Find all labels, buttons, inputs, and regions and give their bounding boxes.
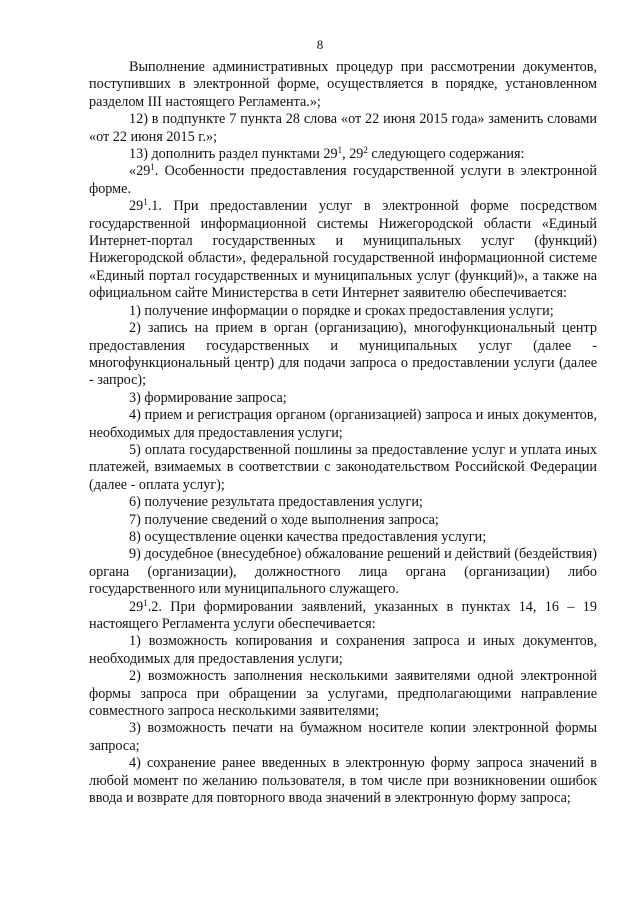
paragraph-29-1-2: $29^1.2$. При формировании заявлений, указанных в пунктах 14, 16 – 19 настоящего Регламента услуги обеспечивается: bbox=[89, 597, 597, 632]
sublist-item-3: 3) возможность печати на бумажном носителе копии электронной формы запроса; bbox=[89, 720, 597, 754]
sublist-item-2: 2) возможность заполнения несколькими заявителями одной электронной формы запроса при обращении за услугами, предполагающими направление совместного запроса несколькими заявителями; bbox=[89, 668, 597, 720]
list-item-7: 7) получение сведений о ходе выполнения запроса; bbox=[129, 511, 439, 528]
list-item-5: 5) оплата государственной пошлины за предоставление услуг и уплата иных платежей, взимаемых в соответствии с законодательством Российской Федерации (далее - оплата услуг); bbox=[89, 441, 597, 493]
paragraph-item-13: 13) дополнить раздел пунктами $29^1$, $29^2$ следующего содержания: bbox=[129, 145, 525, 163]
sublist-item-4: 4) сохранение ранее введенных в электронную форму запроса значений в любой момент по желанию пользователя, в том числе при возникновении ошибок ввода и возврате для повторного ввода значений в электронную форму запроса; bbox=[89, 755, 597, 807]
list-item-3: 3) формирование запроса; bbox=[129, 389, 287, 406]
list-item-6: 6) получение результата предоставления услуги; bbox=[129, 494, 423, 511]
paragraph-section-29-1-heading: «$29^1$. Особенности предоставления государственной услуги в электронной форме. bbox=[89, 162, 597, 197]
page-number: 8 bbox=[316, 37, 324, 52]
paragraph-29-1-1: $29^1.1$. При предоставлении услуг в электронной форме посредством государственной информационной системы Нижегородской области «Единый Интернет-портал государственных и муниципальных услуг (функций) Нижегородской области», федеральной государственной информационной системе «Единый портал государственных и муниципальных услуг (функций)», а также на официальном сайте Министерства в сети Интернет заявителю обеспечивается: bbox=[89, 197, 597, 302]
list-item-2: 2) запись на прием в орган (организацию), многофункциональный центр предоставления государственных и муниципальных услуг (далее - многофункциональный центр) для подачи запроса о предоставлении услуги (далее - запрос); bbox=[89, 320, 597, 389]
document-body bbox=[89, 59, 597, 807]
sublist-item-1: 1) возможность копирования и сохранения запроса и иных документов, необходимых для предоставления услуги; bbox=[89, 633, 597, 667]
list-item-9: 9) досудебное (внесудебное) обжалование решений и действий (бездействия) органа (организации), должностного лица органа (организации) либо государственного или муниципального служащего. bbox=[89, 546, 597, 598]
list-item-1: 1) получение информации о порядке и сроках предоставления услуги; bbox=[129, 302, 554, 319]
list-item-4: 4) прием и регистрация органом (организацией) запроса и иных документов, необходимых для предоставления услуги; bbox=[89, 407, 597, 441]
paragraph-item-12: 12) в подпункте 7 пункта 28 слова «от 22 июня 2015 года» заменить словами «от 22 июня 2015 г.»; bbox=[89, 111, 597, 145]
paragraph-admin-procedures: Выполнение административных процедур при рассмотрении документов, поступивших в электронной форме, осуществляется в порядке, установленном разделом III настоящего Регламента.»; bbox=[89, 59, 597, 110]
list-item-8: 8) осуществление оценки качества предоставления услуги; bbox=[129, 528, 487, 545]
